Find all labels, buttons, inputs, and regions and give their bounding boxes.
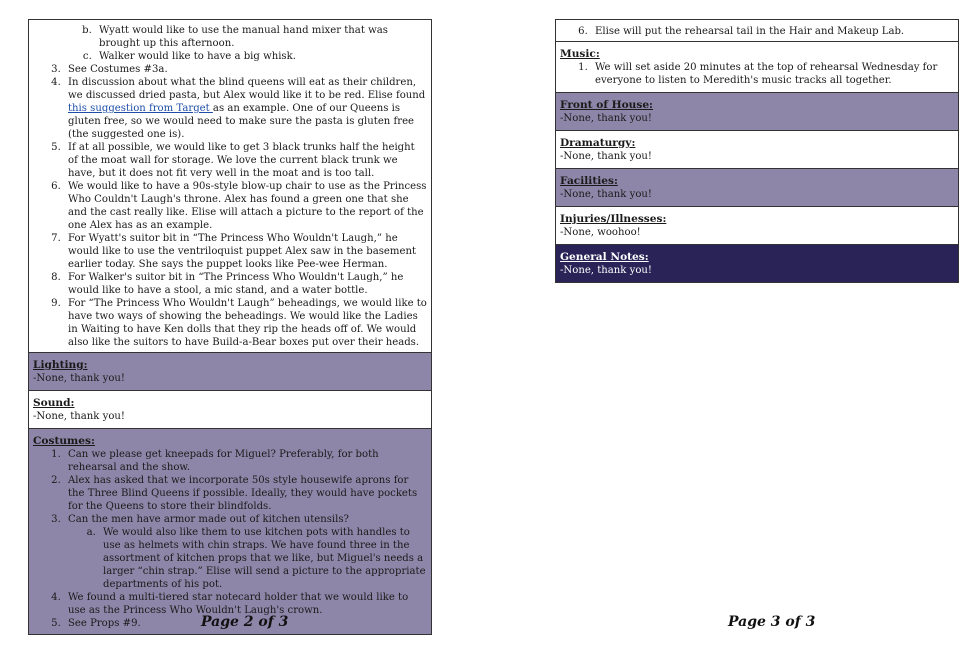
costumes-list (33, 448, 427, 630)
dramaturgy-section (556, 131, 958, 169)
hair-makeup-continued-section (556, 20, 958, 42)
sound-section (29, 391, 431, 429)
sound-body: -None, thank you! (33, 411, 125, 422)
front-of-house-title: Front of House: (560, 99, 653, 111)
props-item-4 (64, 76, 427, 141)
props-section-continued (29, 20, 431, 353)
dramaturgy-body: -None, thank you! (560, 151, 652, 162)
lighting-title: Lighting: (33, 359, 88, 371)
facilities-section (556, 169, 958, 207)
costumes-item-3-text: Can the men have armor made out of kitchen utensils? (68, 514, 349, 525)
props-list (33, 24, 427, 349)
hair-makeup-item-6: 6. Elise will put the rehearsal tail in the Hair and Makeup Lab. (591, 25, 954, 38)
props-sub-item-c: c. Walker would like to have a big whisk. (95, 50, 427, 63)
facilities-title: Facilities: (560, 175, 618, 187)
music-section (556, 42, 958, 93)
props-item-6: 6. We would like to have a 90s-style blow-up chair to use as the Princess Who Couldn't Laugh's throne. Alex has found a green one that she and the cast really like. Elise will attach a picture to the report of the one Alex has as an example. (64, 180, 427, 232)
dramaturgy-title: Dramaturgy: (560, 137, 636, 149)
props-sublist (33, 24, 427, 63)
props-item-5: 5. If at all possible, we would like to get 3 black trunks half the height of the moat wall for storage. We love the current black trunk we have, but it does not fit very well in the moat and is too tall. (64, 141, 427, 180)
props-item-4-text-a: In discussion about what the blind queens will eat as their children, we discussed dried pasta, but Alex would like it to be red. Elise found (68, 77, 426, 101)
injuries-section (556, 207, 958, 245)
report-table-page-2 (28, 19, 432, 635)
costumes-sub-item-a: a. We would also like them to use kitchen pots with handles to use as helmets with chin straps. We have found three in the assortment of kitchen props that we like, but Miguel's needs a larger “chin strap.” Elise will send a picture to the appropriate departments of his pot. (99, 526, 427, 591)
lighting-body: -None, thank you! (33, 373, 125, 384)
lighting-section (29, 353, 431, 391)
general-notes-section (556, 245, 958, 282)
costumes-item-1: 1. Can we please get kneepads for Miguel? Preferably, for both rehearsal and the show. (64, 448, 427, 474)
props-item-9: 9. For “The Princess Who Wouldn't Laugh” beheadings, we would like to have two ways of showing the beheadings. We would like the Ladies in Waiting to have Ken dolls that they rip the heads off of. We would also like the suitors to have Build-a-Bear boxes put over their heads. (64, 297, 427, 349)
facilities-body: -None, thank you! (560, 189, 652, 200)
sound-title: Sound: (33, 397, 75, 409)
music-item-1: 1. We will set aside 20 minutes at the top of rehearsal Wednesday for everyone to listen to Meredith's music tracks all together. (591, 61, 954, 87)
general-notes-body: -None, thank you! (560, 265, 652, 276)
costumes-sublist (68, 526, 427, 591)
front-of-house-section (556, 93, 958, 131)
costumes-item-2: 2. Alex has asked that we incorporate 50s style housewife aprons for the Three Blind Queens if possible. Ideally, they would have pockets for the Queens to store their blindfolds. (64, 474, 427, 513)
page-number-label: Page 3 of 3 (728, 614, 816, 630)
props-item-3: 3. See Costumes #3a. (64, 63, 427, 76)
costumes-item-5: 5. See Props #9. (64, 617, 427, 630)
music-title: Music: (560, 48, 600, 60)
injuries-body: -None, woohoo! (560, 227, 641, 238)
front-of-house-body: -None, thank you! (560, 113, 652, 124)
general-notes-title: General Notes: (560, 251, 649, 263)
page-3 (489, 0, 979, 646)
page-number-label: Page 2 of 3 (201, 614, 289, 630)
hair-makeup-list (560, 25, 954, 38)
costumes-item-3 (64, 513, 427, 591)
costumes-title: Costumes: (33, 435, 95, 447)
target-suggestion-link[interactable]: this suggestion from Target (68, 103, 213, 114)
music-list (560, 61, 954, 87)
report-table-page-3 (555, 19, 959, 283)
props-sub-item-b: b. Wyatt would like to use the manual hand mixer that was brought up this afternoon. (95, 24, 427, 50)
page-2 (0, 0, 470, 646)
props-item-8: 8. For Walker's suitor bit in “The Princess Who Wouldn't Laugh,” he would like to have a stool, a mic stand, and a water bottle. (64, 271, 427, 297)
injuries-title: Injuries/Illnesses: (560, 213, 667, 225)
costumes-item-4: 4. We found a multi-tiered star notecard holder that we would like to use as the Princess Who Wouldn't Laugh's crown. (64, 591, 427, 617)
costumes-section (29, 429, 431, 634)
props-item-7: 7. For Wyatt's suitor bit in “The Princess Who Wouldn't Laugh,” he would like to use the ventriloquist puppet Alex saw in the basement earlier today. She says the puppet looks like Pee-wee Herman. (64, 232, 427, 271)
props-item-4-text-b: as an example. One of our Queens is gluten free, so we would need to make sure the pasta is gluten free (the suggested one is). (68, 103, 415, 140)
